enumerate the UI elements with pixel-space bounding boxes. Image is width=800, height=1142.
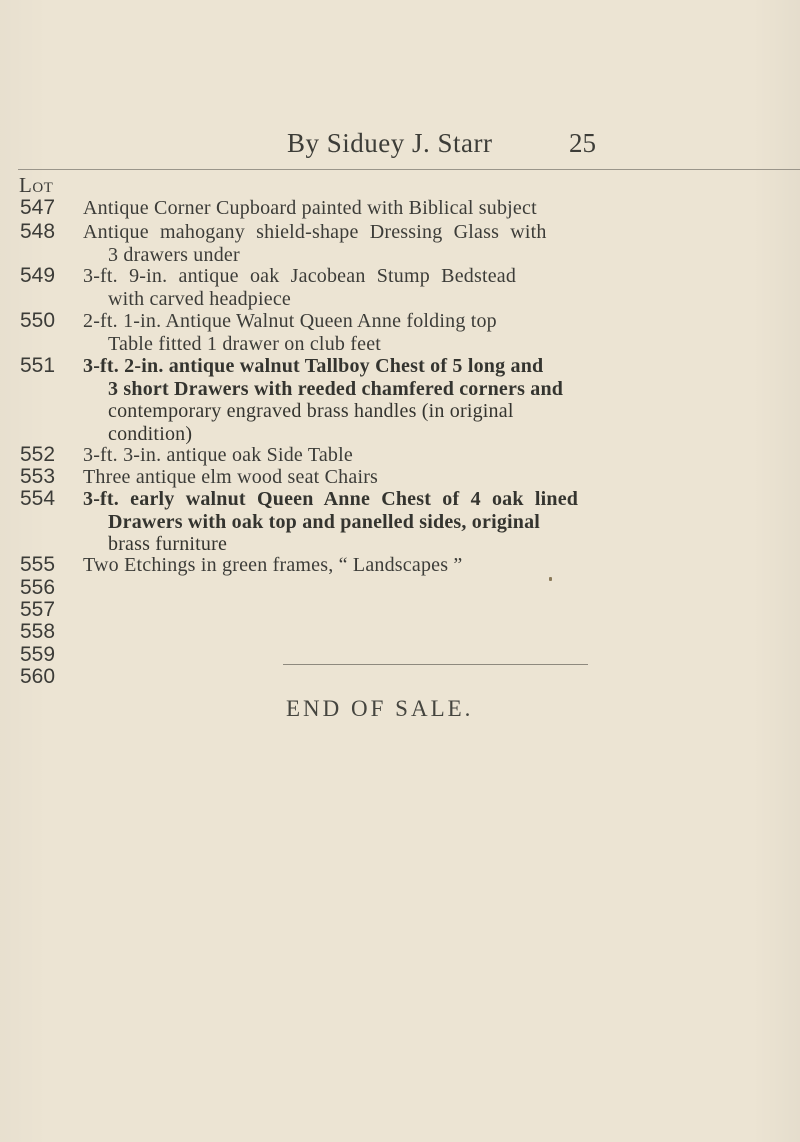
lot-column-heading: Lot (19, 173, 54, 197)
lot-description (83, 310, 783, 355)
lot-description-line: Two Etchings in green frames, “ Landscapes ” (83, 554, 463, 576)
lot-number: 559 (20, 643, 56, 666)
lot-description (83, 221, 783, 266)
lot-description-line: Antique Corner Cupboard painted with Biblical subject (83, 197, 537, 219)
lot-description-line: contemporary engraved brass handles (in original (108, 400, 514, 422)
lot-description-line: Antique mahogany shield-shape Dressing Glass with (83, 221, 547, 243)
lot-description-line: with carved headpiece (108, 287, 291, 310)
lot-number: 555 (20, 553, 56, 576)
lot-number: 556 (20, 576, 56, 599)
lot-description-line: condition) (108, 422, 193, 445)
lot-number: 557 (20, 598, 56, 621)
paper-blemish (549, 577, 552, 581)
lot-description (83, 444, 783, 467)
lot-description (83, 265, 783, 310)
lot-description-line: 3-ft. 9-in. antique oak Jacobean Stump Bedstead (83, 265, 517, 287)
lot-description-line: 3 short Drawers with reeded chamfered corners and (108, 377, 564, 400)
lot-number: 552 (20, 443, 56, 466)
lot-description-line: Drawers with oak top and panelled sides, original (108, 510, 541, 533)
lot-number: 553 (20, 465, 56, 488)
lot-number: 558 (20, 620, 56, 643)
lot-description-line: 3 drawers under (108, 243, 240, 266)
lot-description-line: brass furniture (108, 533, 228, 555)
lot-number: 551 (20, 354, 56, 377)
page-title: By Siduey J. Starr (287, 128, 493, 158)
lot-number: 550 (20, 309, 56, 332)
lot-description (83, 488, 783, 556)
lot-description-line: 3-ft. 3-in. antique oak Side Table (83, 444, 353, 466)
lot-description-line: 3-ft. early walnut Queen Anne Chest of 4 oak lined (83, 488, 579, 510)
lot-description-line: 2-ft. 1-in. Antique Walnut Queen Anne folding top (83, 310, 497, 332)
lot-description (83, 355, 783, 445)
lot-number: 554 (20, 487, 56, 510)
lot-description-line: Three antique elm wood seat Chairs (83, 466, 379, 488)
lot-number: 560 (20, 665, 56, 688)
end-of-sale-text: END OF SALE. (286, 696, 474, 721)
lot-number: 549 (20, 264, 56, 287)
lot-description-line: Table fitted 1 drawer on club feet (108, 332, 382, 355)
lot-description (83, 466, 783, 489)
end-divider (283, 664, 588, 665)
lot-number: 548 (20, 220, 56, 243)
lot-description (83, 197, 783, 220)
lot-number: 547 (20, 196, 56, 219)
page-number: 25 (569, 128, 596, 158)
lot-description-line: 3-ft. 2-in. antique walnut Tallboy Chest of 5 long and (83, 355, 544, 377)
lot-description (83, 554, 783, 577)
